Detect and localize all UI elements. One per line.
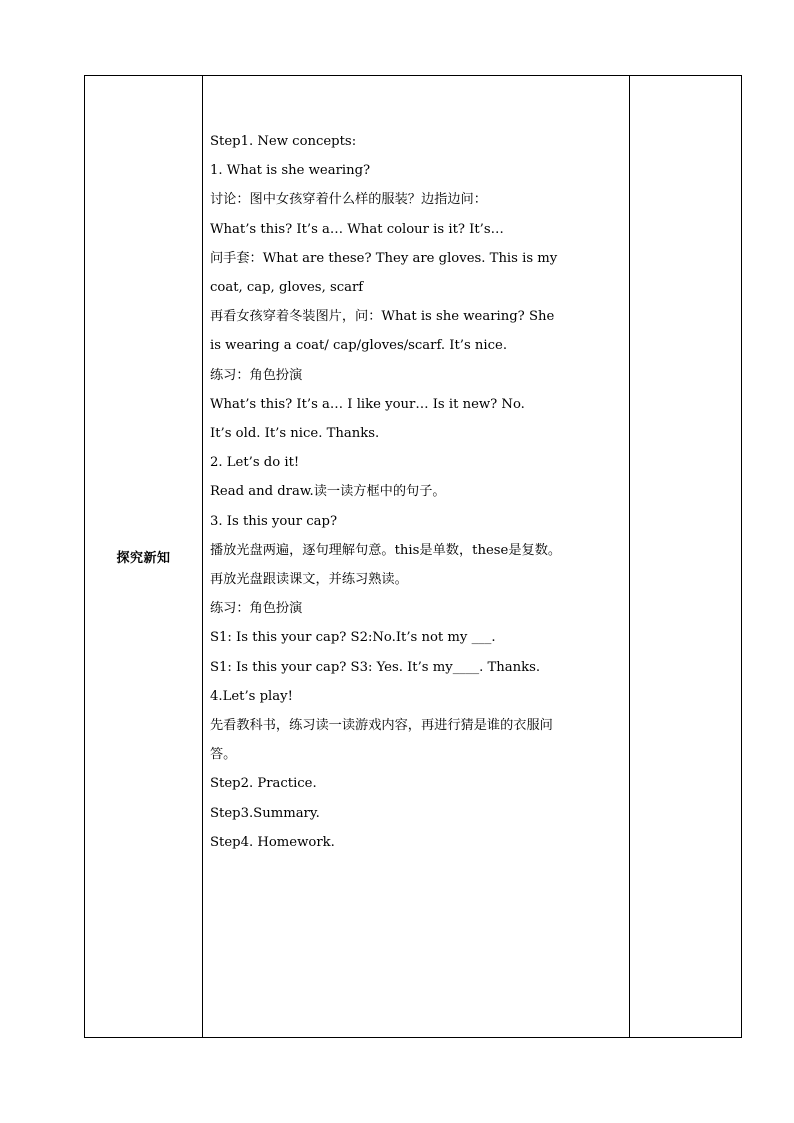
practice-roleplay-line: 练习：角色扮演: [210, 367, 303, 383]
read-draw-line: Read and draw.读一读方框中的句子。: [210, 484, 446, 500]
play-disc-line: 播放光盘两遍，逐句理解句意。this是单数，these是复数。: [210, 542, 562, 558]
follow-reading-line: 再放光盘跟读课文，并练习熟读。: [210, 572, 408, 588]
item-1-heading: 1. What is she wearing?: [210, 163, 371, 179]
step2-heading: Step2. Practice.: [210, 776, 317, 792]
dialogue-s2-line: S1: Is this your cap? S2:No.It’s not my ___.: [210, 630, 496, 646]
teaching-process-cell: [203, 76, 630, 1038]
teaching-process-content: [203, 76, 629, 857]
item-3-heading: 3. Is this your cap?: [210, 513, 338, 529]
item-2-heading: 2. Let’s do it!: [210, 455, 300, 471]
discussion-line: 讨论：图中女孩穿着什么样的服装？边指边问：: [210, 192, 487, 208]
dialogue-s3-line: S1: Is this your cap? S3: Yes. It’s my____. Thanks.: [210, 659, 541, 675]
roleplay-dialogue-line: What’s this? It’s a… I like your… Is it new? No.: [210, 396, 525, 412]
section-label: 探究新知: [116, 551, 171, 566]
gloves-question-line: 问手套：What are these? They are gloves. This is my: [210, 250, 558, 266]
section-label-cell: [85, 76, 203, 1038]
step4-heading: Step4. Homework.: [210, 834, 335, 850]
vocabulary-line: coat, cap, gloves, scarf: [210, 280, 364, 296]
table-row: [85, 76, 742, 1038]
item-4-heading: 4.Let’s play!: [210, 688, 293, 704]
dialogue-line: What’s this? It’s a… What colour is it? It’s…: [210, 221, 504, 237]
game-instruction-line-end: 答。: [210, 747, 237, 763]
answer-line: is wearing a coat/ cap/gloves/scarf. It’s nice.: [210, 338, 508, 354]
roleplay-dialogue-line: It’s old. It’s nice. Thanks.: [210, 426, 380, 442]
notes-cell: [630, 76, 742, 1038]
game-instruction-line: 先看教科书，练习读一读游戏内容，再进行猜是谁的衣服问: [210, 718, 553, 734]
winter-clothes-question-line: 再看女孩穿着冬装图片，问：What is she wearing? She: [210, 309, 555, 325]
step3-heading: Step3.Summary.: [210, 805, 320, 821]
lesson-plan-table: [84, 75, 742, 1038]
step1-heading: Step1. New concepts:: [210, 134, 357, 149]
practice-roleplay-line: 练习：角色扮演: [210, 601, 303, 617]
